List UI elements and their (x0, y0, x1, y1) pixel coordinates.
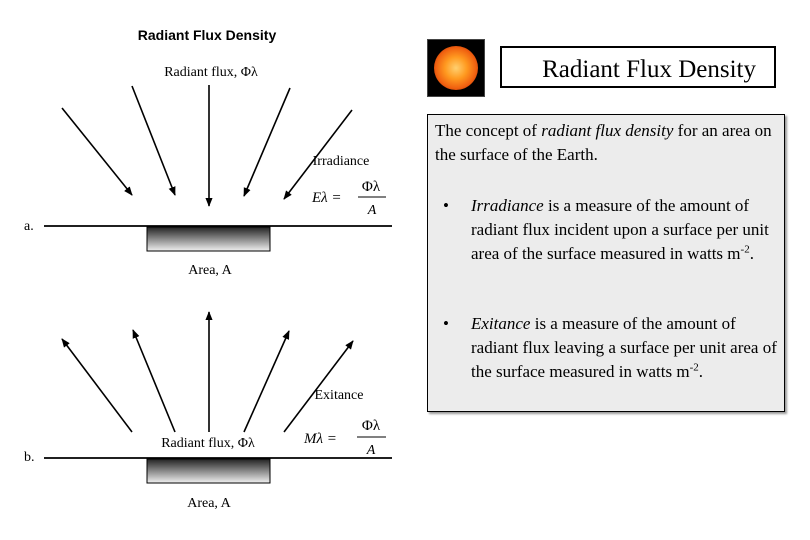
panel-a-flux-label: Radiant flux, Φλ (164, 65, 258, 80)
exiting-arrow (284, 341, 353, 432)
panel-b-flux-label: Radiant flux, Φλ (161, 436, 255, 451)
bullet-marker: • (443, 314, 449, 333)
incident-arrow (244, 88, 290, 196)
exitance-bullet: • Exitance is a measure of the amount of radiant flux leaving a surface per unit area of the surface measured in watts $m^{-2}$. (443, 314, 777, 381)
incident-arrow (62, 108, 132, 195)
panel-a-equation-lhs: Eλ = (312, 190, 342, 206)
panel-a-letter: a. (24, 219, 34, 234)
bullet-term: Irradiance (471, 196, 544, 215)
text-panel (427, 114, 785, 412)
sun-image-icon (427, 39, 485, 97)
incident-arrows (62, 85, 352, 206)
exiting-arrows (62, 312, 353, 432)
panel-a-quantity-label: Irradiance (312, 154, 370, 169)
exiting-arrow (244, 331, 289, 432)
diagram-title: Radiant Flux Density (137, 27, 277, 43)
bullet-marker: • (443, 196, 449, 215)
exiting-arrow (62, 339, 132, 432)
panel-a-equation-numerator: Φλ (361, 179, 381, 195)
incident-arrow (132, 86, 175, 195)
slide-title: Radiant Flux Density (500, 46, 776, 88)
exiting-arrow (133, 330, 175, 432)
panel-b-area-label: Area, A (187, 496, 231, 511)
panel-b-equation-lhs: Mλ = (304, 431, 337, 447)
panel-b-letter: b. (24, 450, 35, 465)
panel-a-equation-denominator: A (367, 203, 377, 218)
panel-a-surface-area (147, 227, 270, 251)
bullet-term: Exitance (471, 314, 531, 333)
panel-a-area-label: Area, A (188, 263, 232, 278)
panel-b-surface-area (147, 459, 270, 483)
panel-b-equation-numerator: Φλ (361, 418, 381, 434)
panel-b-quantity-label: Exitance (314, 388, 364, 403)
intro-paragraph: The concept of radiant flux density for an area on the surface of the Earth. (435, 121, 772, 164)
irradiance-bullet: • Irradiance is a measure of the amount of radiant flux incident upon a surface per unit area of the surface measured in watts $m^{-2}$. (443, 196, 769, 263)
panel-b-equation-denominator: A (366, 443, 376, 458)
